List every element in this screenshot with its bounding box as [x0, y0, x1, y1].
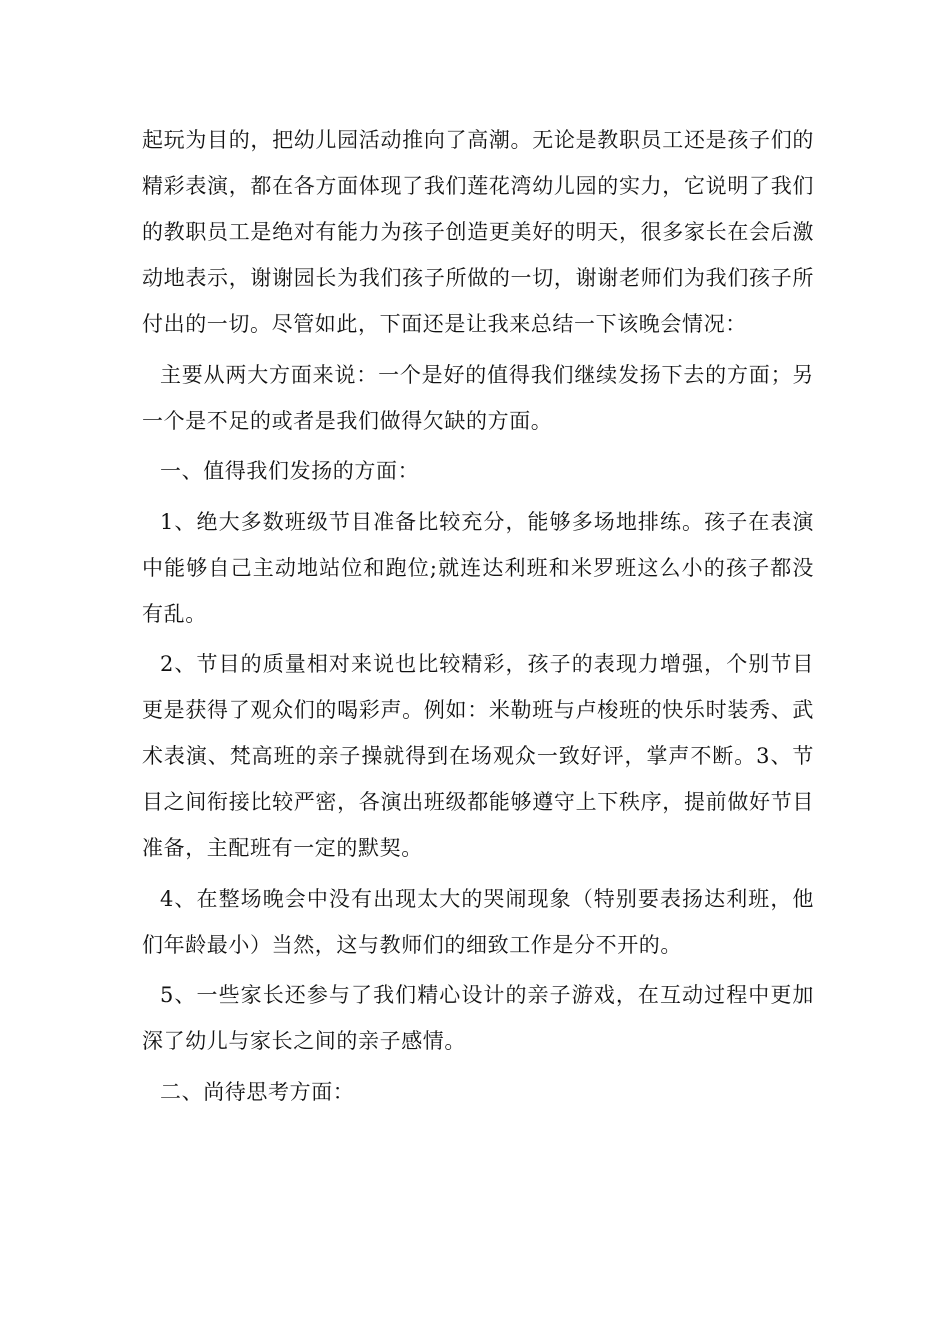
paragraph-summary-overview: 主要从两大方面来说：一个是好的值得我们继续发扬下去的方面；另一个是不足的或者是我们做得欠缺的方面。: [142, 362, 814, 433]
paragraph-intro-continuation: 起玩为目的，把幼儿园活动推向了高潮。无论是教职员工还是孩子们的精彩表演，都在各方面体现了我们莲花湾幼儿园的实力，它说明了我们的教职员工是绝对有能力为孩子创造更美好的明天，很多家长在会后激动地表示，谢谢园长为我们孩子所做的一切，谢谢老师们为我们孩子所付出的一切。尽管如此，下面还是让我来总结一下该晚会情况：: [142, 128, 814, 336]
list-item-5: 5、一些家长还参与了我们精心设计的亲子游戏，在互动过程中更加深了幼儿与家长之间的亲子感情。: [142, 983, 814, 1053]
list-item-2-3: 2、节目的质量相对来说也比较精彩，孩子的表现力增强，个别节目更是获得了观众们的喝彩声。例如：米勒班与卢梭班的快乐时装秀、武术表演、梵高班的亲子操就得到在场观众一致好评，掌声不断。3、节目之间衔接比较严密，各演出班级都能够遵守上下秩序，提前做好节目准备，主配班有一定的默契。: [142, 652, 814, 860]
list-item-4: 4、在整场晚会中没有出现太大的哭闹现象（特别要表扬达利班，他们年龄最小）当然，这与教师们的细致工作是分不开的。: [142, 886, 814, 957]
section-heading-to-consider: 二、尚待思考方面：: [160, 1079, 355, 1104]
document-body: [142, 117, 814, 1119]
section-heading-strengths: 一、值得我们发扬的方面：: [160, 459, 420, 483]
list-item-1: 1、绝大多数班级节目准备比较充分，能够多场地排练。孩子在表演中能够自己主动地站位和跑位;就连达利班和米罗班这么小的孩子都没有乱。: [142, 509, 814, 626]
